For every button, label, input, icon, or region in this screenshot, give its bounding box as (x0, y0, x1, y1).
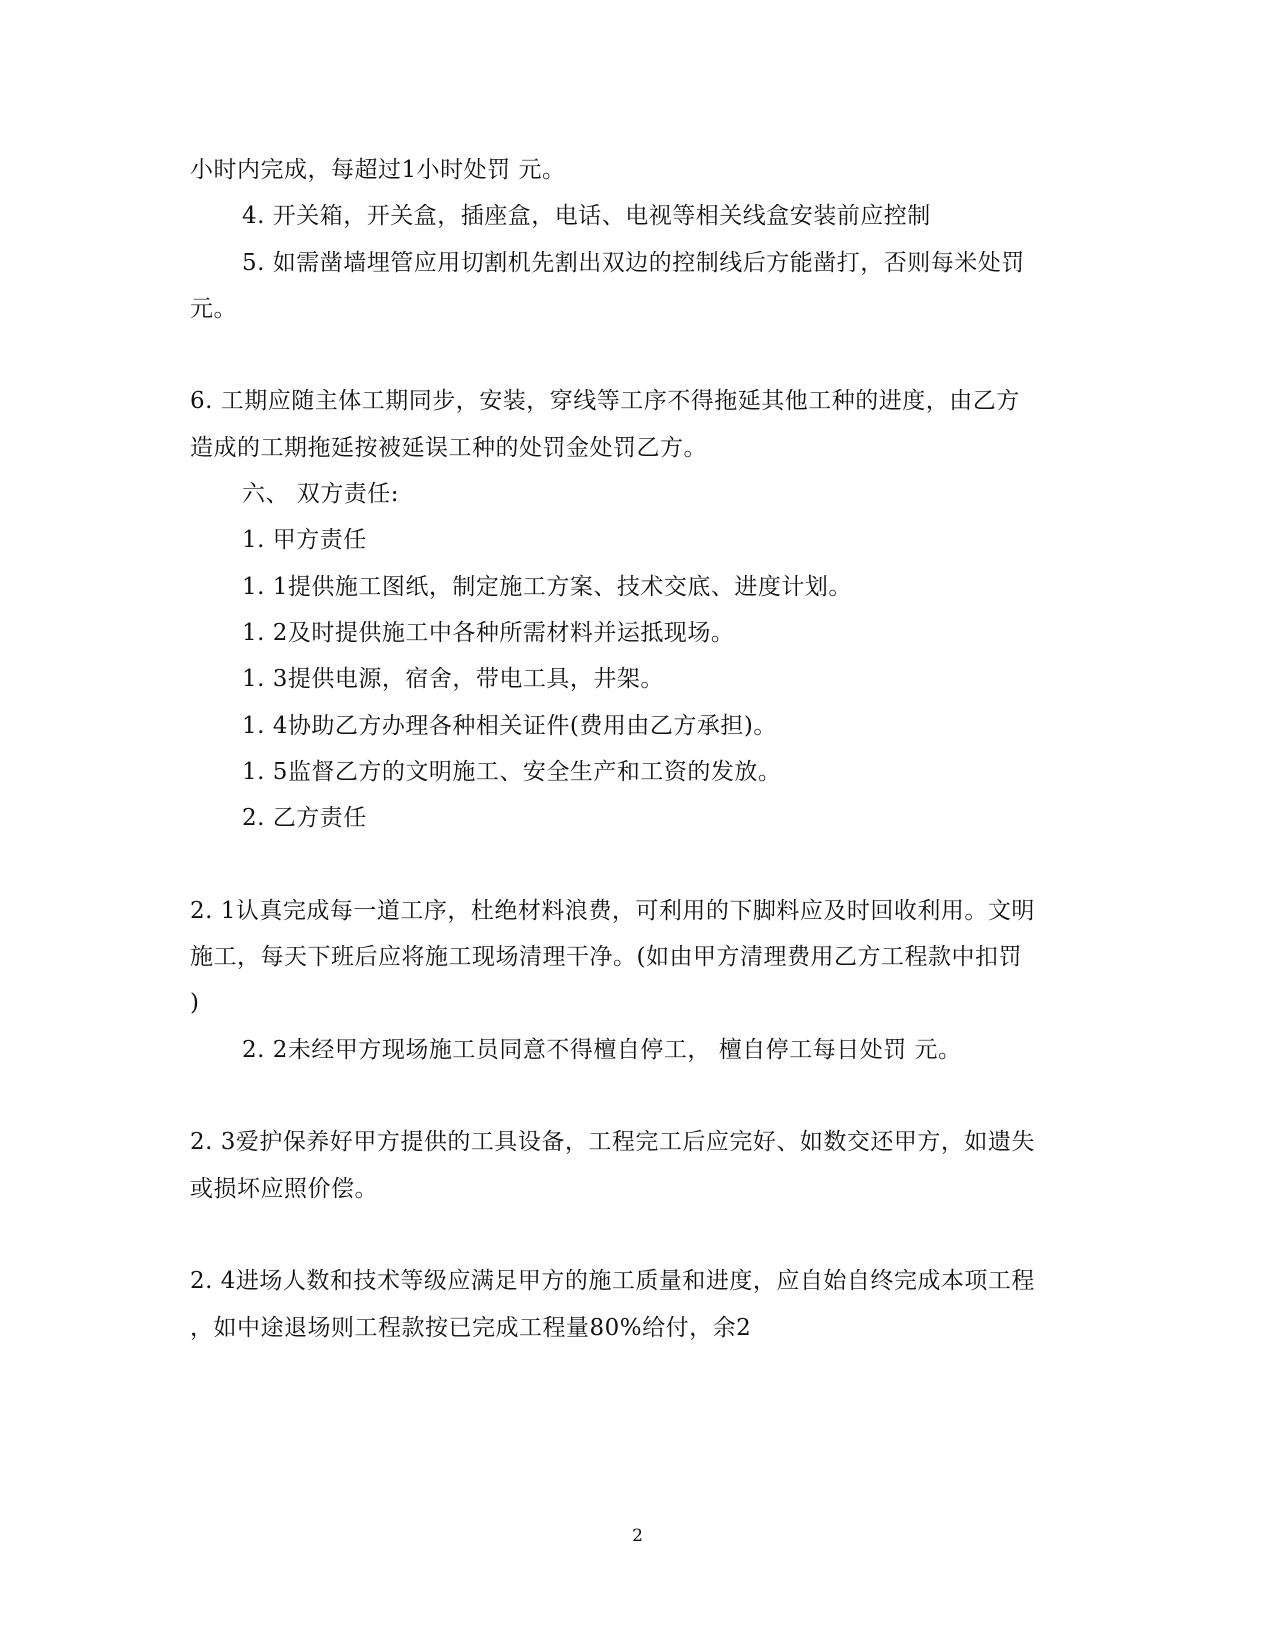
text-line: 2. 3爱护保养好甲方提供的工具设备，工程完工后应完好、如数交还甲方，如遗失 (190, 1129, 1035, 1155)
text-line: 元。 (190, 296, 237, 322)
text-line: 2. 4进场人数和技术等级应满足甲方的施工质量和进度，应自始自终完成本项工程 (190, 1268, 1035, 1294)
page-number: 2 (632, 1526, 643, 1546)
text-line: 1. 4协助乙方办理各种相关证件(费用由乙方承担)。 (242, 713, 777, 739)
text-line: 或损坏应照价偿。 (190, 1176, 378, 1202)
text-line: 2. 1认真完成每一道工序，杜绝材料浪费，可利用的下脚料应及时回收利用。文明 (190, 898, 1035, 924)
text-line: 2. 2未经甲方现场施工员同意不得檀自停工， 檀自停工每日处罚 元。 (242, 1037, 962, 1063)
text-line: 造成的工期拖延按被延误工种的处罚金处罚乙方。 (190, 435, 707, 461)
section-heading: 六、 双方责任: (242, 481, 400, 507)
text-line: 1. 5监督乙方的文明施工、安全生产和工资的发放。 (242, 759, 782, 785)
text-line: 4. 开关箱，开关盒，插座盒，电话、电视等相关线盒安装前应控制 (242, 203, 931, 229)
text-line: 施工，每天下班后应将施工现场清理干净。(如由甲方清理费用乙方工程款中扣罚 (190, 944, 1022, 970)
text-line: 1. 1提供施工图纸，制定施工方案、技术交底、进度计划。 (242, 574, 852, 600)
text-line: 1. 2及时提供施工中各种所需材料并运抵现场。 (242, 620, 735, 646)
text-line: ) (190, 990, 200, 1016)
text-line: 小时内完成，每超过1小时处罚 元。 (190, 157, 566, 183)
text-line: 1. 3提供电源，宿舍，带电工具，井架。 (242, 666, 664, 692)
subsection-heading: 2. 乙方责任 (242, 805, 367, 831)
text-line: ，如中途退场则工程款按已完成工程量80%给付，余2 (190, 1315, 752, 1341)
subsection-heading: 1. 甲方责任 (242, 527, 367, 553)
text-line: 6. 工期应随主体工期同步，安装，穿线等工序不得拖延其他工种的进度，由乙方 (190, 388, 1020, 414)
text-line: 5. 如需凿墙埋管应用切割机先割出双边的控制线后方能凿打，否则每米处罚 (242, 250, 1025, 276)
